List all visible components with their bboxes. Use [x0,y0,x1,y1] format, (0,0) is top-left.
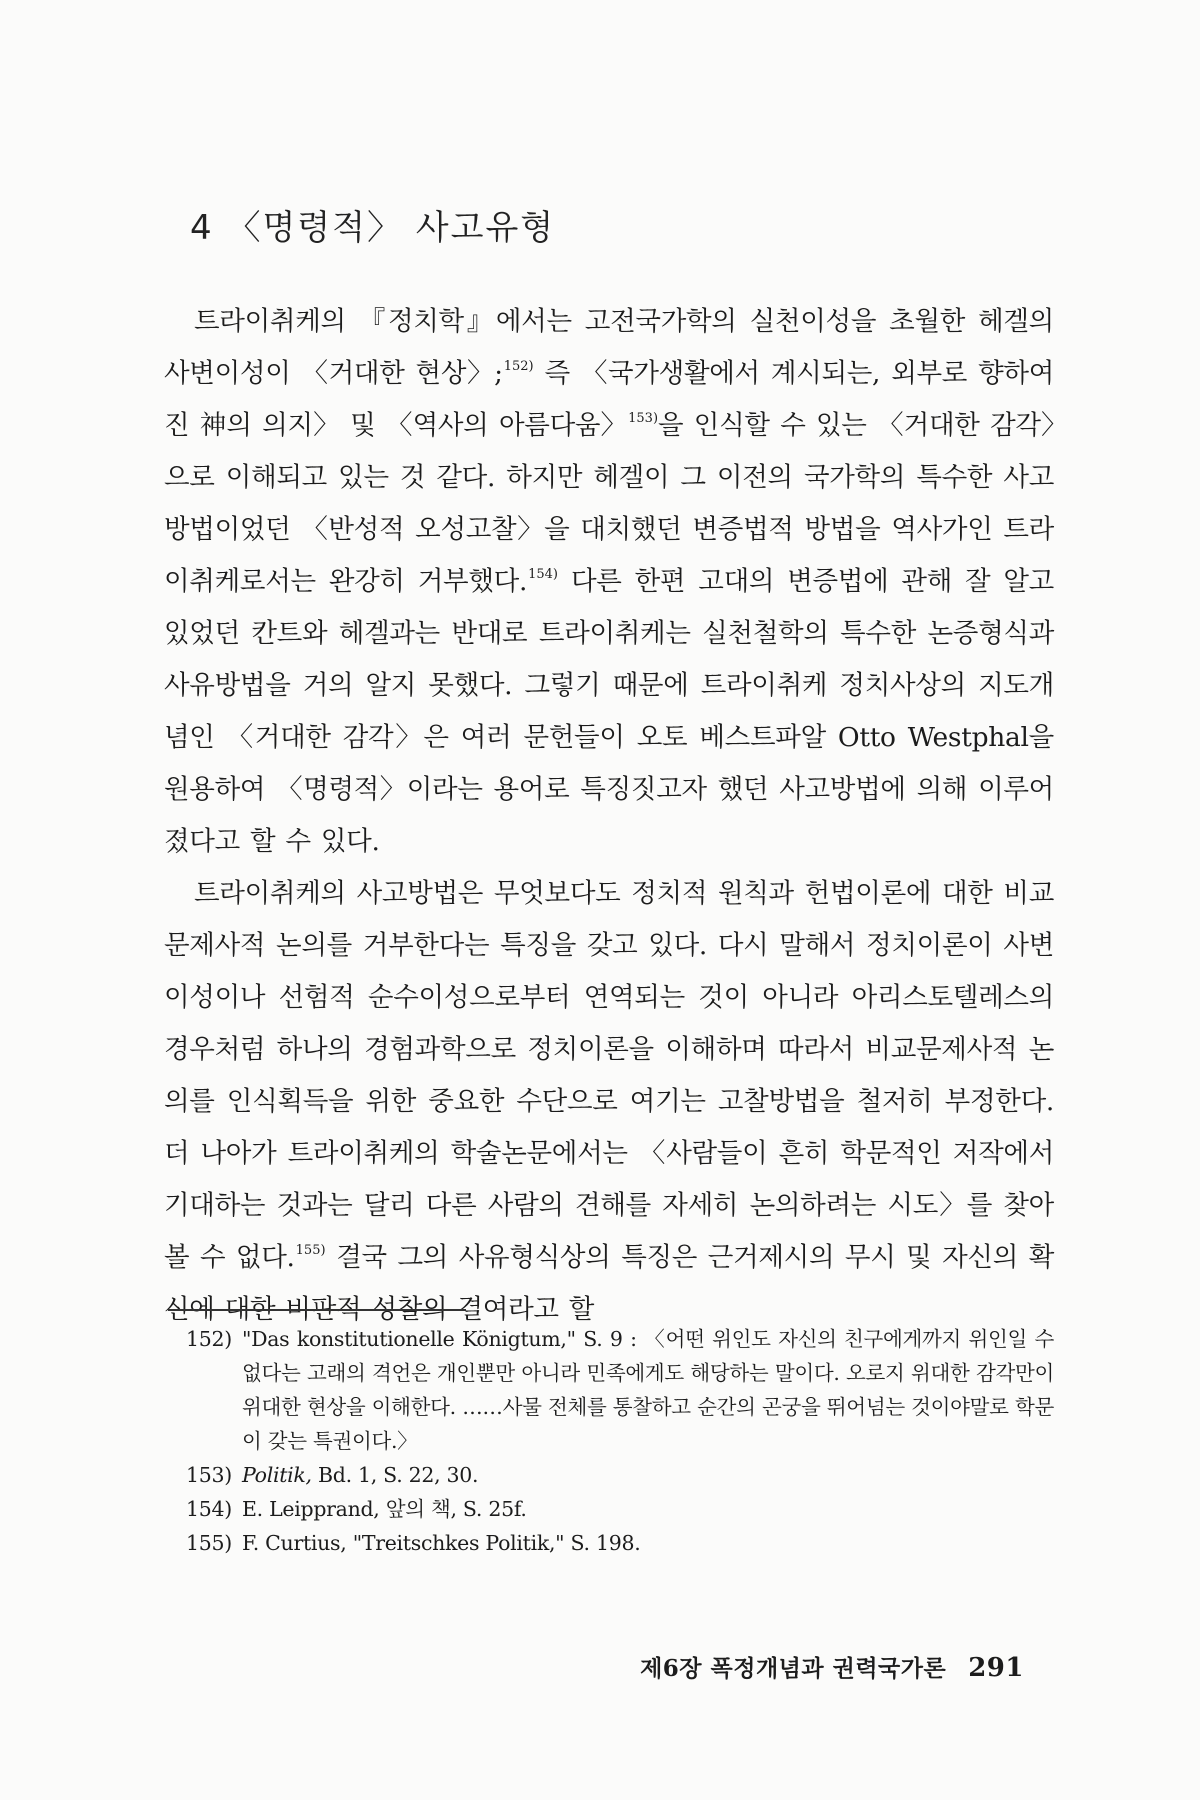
paragraph-2-text: 트라이취케의 사고방법은 무엇보다도 정치적 원칙과 헌법이론에 대한 비교문제사적 논의를 거부한다는 특징을 갖고 있다. 다시 말해서 정치이론이 사변이성이나 선험적 순수이성으로부터 연역되는 것이 아니라 아리스토텔레스의 경우처럼 하나의 경험과학으로 정치이론을 이해하며 따라서 비교문제사적 논의를 인식획득을 위한 중요한 수단으로 여기는 고찰방법을 철저히 부정한다. 더 나아가 트라이취케의 학술논문에서는 〈사람들이 흔히 학문적인 저작에서 기대하는 것과는 달리 다른 사람의 견해를 자세히 논의하려는 시도〉를 찾아볼 수 없다. [164,878,1054,1273]
footnote-text: E. Leipprand, 앞의 책, S. 25f. [242,1497,527,1521]
footnote-ref-152: 152) [503,359,534,374]
running-title: 제6장 폭정개념과 권력국가론 [640,1655,947,1682]
footnote-ref-154: 154) [528,567,558,582]
paragraph-1-text: 을 인식할 수 있는 〈거대한 감각〉으로 이해되고 있는 것 같다. 하지만 헤겔이 그 이전의 국가학의 특수한 사고방법이었던 〈반성적 오성고찰〉을 대치했던 변증법적 방법을 역사가인 트라이취케로서는 완강히 거부했다. [164,410,1054,597]
footnote-153 [186,1458,1054,1492]
footnote-number: 153) [186,1463,232,1487]
footnote-italic-title: Politik, [242,1463,312,1487]
footnote-text: "Das konstitutionelle Königtum," S. 9 : 〈어떤 위인도 자신의 친구에게까지 위인일 수 없다는 고래의 격언은 개인뿐만 아니라 민족에게도 해당하는 말이다. 오로지 위대한 감각만이 위대한 현상을 이해한다. ……사물 전체를 통찰하고 순간의 곤궁을 뛰어넘는 것이야말로 학문이 갖는 특권이다.〉 [242,1327,1054,1453]
footnote-text [242,1458,1054,1492]
body-text [164,296,1054,1336]
footnote-text: F. Curtius, "Treitschkes Politik," S. 198. [242,1531,641,1555]
paragraph-1-text: 다른 한편 고대의 변증법에 관해 잘 알고 있었던 칸트와 헤겔과는 반대로 트라이취케는 실천철학의 특수한 논증형식과 사유방법을 거의 알지 못했다. 그렇기 때문에 트라이취케 정치사상의 지도개념인 〈거대한 감각〉은 여러 문헌들이 오토 베스트파알 Otto Westphal을 원용하여 〈명령적〉이라는 용어로 특징짓고자 했던 사고방법에 의해 이루어졌다고 할 수 있다. [164,566,1054,857]
paragraph-1 [164,296,1054,868]
paragraph-2-text: 결국 그의 사유형식상의 특징은 근거제시의 무시 및 자신의 확신에 대한 비판적 성찰의 결여라고 할 [164,1242,1054,1325]
footnote-number: 155) [186,1531,232,1555]
footnote-divider [168,1309,466,1311]
paragraph-1-text: 즉 〈국가생활에서 계시되는, 외부로 향하여 진 神의 의지〉 및 〈역사의 아름다움〉 [164,358,1055,441]
footnote-ref-153: 153) [628,411,659,426]
footnote-number: 154) [186,1497,232,1521]
footnote-155 [186,1526,1054,1560]
footnote-154 [186,1492,1054,1526]
footnote-152 [186,1322,1054,1458]
paragraph-1-text: 트라이취케의 『정치학』에서는 고전국가학의 실천이성을 초월한 헤겔의 사변이성이 〈거대한 현상〉; [164,306,1054,389]
footnote-citation: Bd. 1, S. 22, 30. [311,1463,479,1487]
footnotes [186,1322,1054,1560]
running-footer [640,1650,1024,1683]
section-title: 4 〈명령적〉 사고유형 [190,208,556,248]
page-number: 291 [968,1653,1024,1683]
footnote-ref-155: 155) [295,1243,326,1258]
footnote-number: 152) [186,1327,232,1351]
paragraph-2 [164,868,1054,1336]
